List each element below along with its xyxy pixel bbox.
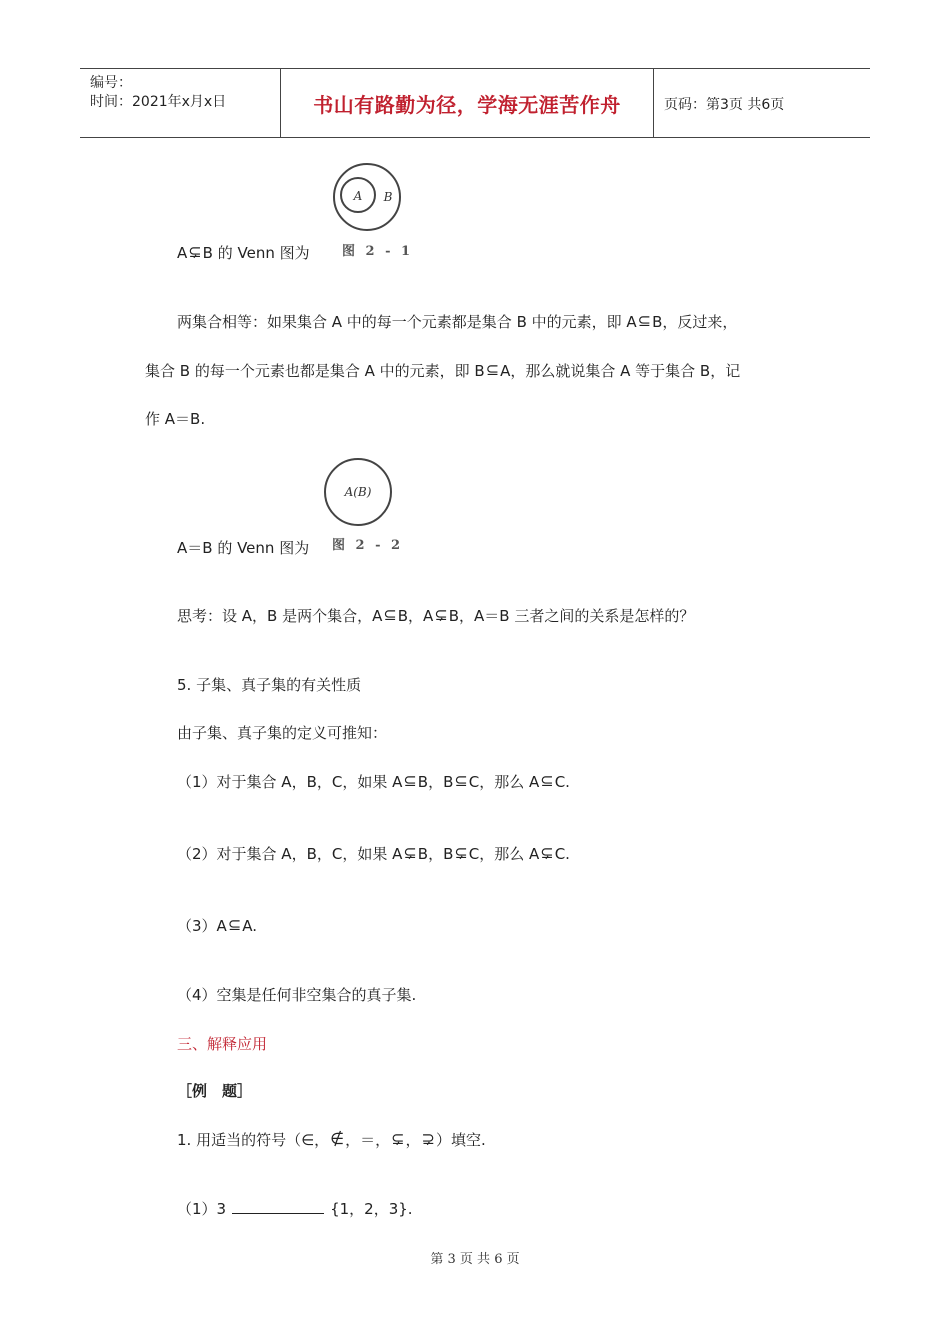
text-segment: B，反过来， [652, 313, 738, 331]
text-segment: 两集合相等：如果集合 A 中的每一个元素都是集合 B 中的元素，即 A [177, 313, 637, 331]
property-4: （4）空集是任何非空集合的真子集. [177, 986, 417, 1004]
subset-symbol: ⊆ [485, 360, 500, 379]
proper-subset-symbol: ⊊ [403, 843, 417, 862]
property-1 [177, 771, 570, 792]
text-segment: 思考：设 A，B 是两个集合，A [177, 607, 383, 625]
proper-subset-symbol: ⊊ [391, 1129, 405, 1148]
property-3 [177, 915, 257, 936]
text-segment: 集合 B 的每一个元素也都是集合 A 中的元素，即 B [145, 362, 485, 380]
exercise-1 [177, 1129, 486, 1150]
label-a-b: A(B) [344, 485, 372, 499]
text-segment: A. [242, 917, 257, 935]
proper-subset-symbol: ⊊ [188, 242, 202, 261]
text-segment: A，那么就说集合 A 等于集合 B，记 [500, 362, 741, 380]
text-segment: B，B [417, 773, 454, 791]
text-segment: C，那么 A [468, 845, 540, 863]
text-segment: 1. 用适当的符号（∈， [177, 1131, 330, 1149]
venn1-line [177, 242, 310, 263]
text-segment: C，那么 A [468, 773, 540, 791]
subset-symbol: ⊆ [454, 771, 468, 790]
proper-subset-symbol: ⊊ [454, 843, 468, 862]
figure-caption-2-1: 图 2 - 1 [342, 244, 414, 259]
header-left-cell [80, 69, 281, 137]
text-segment: B 的 Venn 图为 [202, 244, 310, 262]
header-motto: 书山有路勤为径，学海无涯苦作舟 [281, 69, 654, 137]
text-segment: A [177, 244, 188, 262]
label-b: B [383, 190, 393, 204]
exercise-1-1 [177, 1198, 413, 1219]
proper-subset-symbol: ⊊ [540, 843, 554, 862]
deduce-line: 由子集、真子集的定义可推知： [177, 724, 388, 742]
venn-diagram-subset [330, 160, 404, 234]
text-segment: C. [554, 773, 570, 791]
section-3-heading: 三、解释应用 [177, 1035, 268, 1053]
text-segment: B，A [397, 607, 434, 625]
text-segment: ， [405, 1131, 421, 1149]
text-segment: C. [554, 845, 570, 863]
subset-symbol: ⊆ [403, 771, 417, 790]
subset-symbol: ⊆ [383, 605, 397, 624]
venn2-line: A＝B 的 Venn 图为 [177, 539, 310, 557]
text-segment: ，＝， [345, 1131, 391, 1149]
proper-superset-symbol: ⊋ [421, 1129, 435, 1148]
not-element-symbol: ∉ [330, 1129, 345, 1148]
think-line [177, 605, 694, 626]
equal-line-1 [177, 311, 737, 332]
label-a: A [353, 189, 363, 203]
page-footer: 第 3 页 共 6 页 [430, 1252, 520, 1267]
text-segment: （1）3 [177, 1200, 227, 1218]
header-page-info: 页码：第3页 共6页 [664, 97, 785, 113]
text-segment: （3）A [177, 917, 227, 935]
property-2 [177, 843, 570, 864]
equal-line-3: 作 A＝B. [145, 410, 206, 428]
page-header [80, 68, 870, 138]
time-label: 时间：2021年x月x日 [90, 94, 227, 110]
number-label: 编号： [90, 75, 132, 91]
figure-caption-2-2: 图 2 - 2 [332, 538, 404, 553]
answer-blank[interactable] [232, 1201, 324, 1214]
subset-symbol: ⊆ [227, 915, 242, 934]
equal-line-2 [145, 360, 740, 381]
subset-symbol: ⊆ [637, 311, 652, 330]
text-segment: （1）对于集合 A，B，C，如果 A [177, 773, 403, 791]
proper-subset-symbol: ⊊ [434, 605, 448, 624]
example-heading: ［例 题］ [177, 1082, 253, 1100]
text-segment: B，B [417, 845, 454, 863]
venn-diagram-equal [322, 456, 394, 528]
section-5-heading: 5. 子集、真子集的有关性质 [177, 676, 362, 694]
text-segment: ）填空. [435, 1131, 486, 1149]
text-segment: （2）对于集合 A，B，C，如果 A [177, 845, 403, 863]
subset-symbol: ⊆ [540, 771, 554, 790]
text-segment: B，A＝B 三者之间的关系是怎样的？ [448, 607, 695, 625]
text-segment: {1，2，3}. [330, 1200, 413, 1218]
